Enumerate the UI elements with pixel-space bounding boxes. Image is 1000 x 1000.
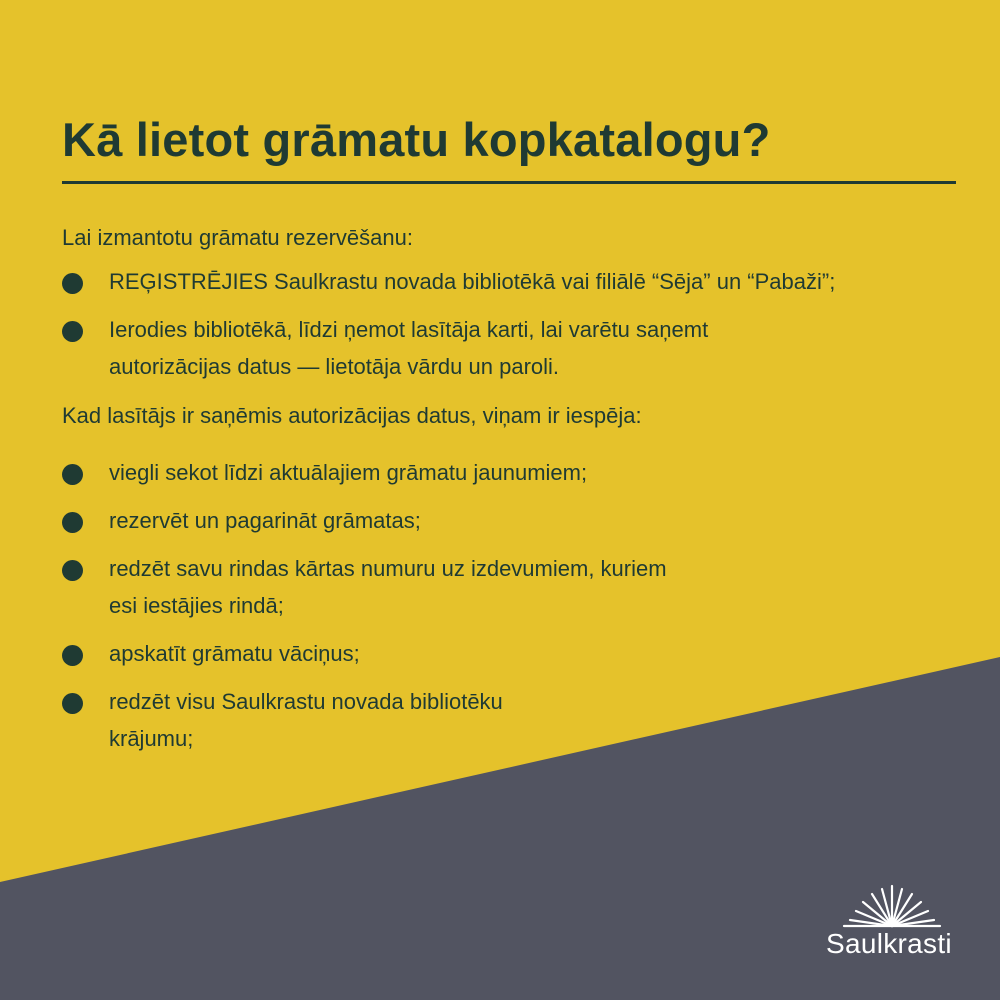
list-item (62, 263, 962, 300)
registration-steps-list (62, 263, 962, 385)
list-item-text: REĢISTRĒJIES Saulkrastu novada bibliotēkā vai filiālē “Sēja” un “Pabaži”; (109, 269, 836, 294)
list-item (62, 550, 862, 624)
bullet-icon (62, 560, 83, 581)
bullet-icon (62, 321, 83, 342)
page-title: Kā lietot grāmatu kopkatalogu? (62, 113, 771, 166)
bullet-icon (62, 512, 83, 533)
possibilities-list (62, 454, 862, 757)
list-item-text: viegli sekot līdzi aktuālajiem grāmatu jaunumiem; (109, 460, 588, 485)
logo-wordmark: Saulkrasti (826, 928, 952, 959)
bullet-icon (62, 464, 83, 485)
list-item (62, 635, 862, 672)
list-item-text: rezervēt un pagarināt grāmatas; (109, 508, 421, 533)
bullet-icon (62, 645, 83, 666)
list-item (62, 311, 962, 385)
list-item-text: apskatīt grāmatu vāciņus; (109, 641, 360, 666)
list-item (62, 683, 862, 757)
list-item-text: Ierodies bibliotēkā, līdzi ņemot lasītāja karti, lai varētu saņemt (109, 317, 709, 342)
intro-possibilities: Kad lasītājs ir saņēmis autorizācijas datus, viņam ir iespēja: (62, 403, 642, 428)
list-item-text: redzēt visu Saulkrastu novada bibliotēku (109, 689, 503, 714)
list-item-text: krājumu; (109, 726, 194, 751)
list-item (62, 502, 862, 539)
list-item-text: redzēt savu rindas kārtas numuru uz izdevumiem, kuriem (109, 556, 667, 581)
bullet-icon (62, 273, 83, 294)
list-item-text: autorizācijas datus — lietotāja vārdu un paroli. (109, 354, 560, 379)
bullet-icon (62, 693, 83, 714)
title-underline (62, 181, 956, 184)
intro-registration: Lai izmantotu grāmatu rezervēšanu: (62, 225, 413, 250)
list-item-text: esi iestājies rindā; (109, 593, 284, 618)
list-item (62, 454, 862, 491)
